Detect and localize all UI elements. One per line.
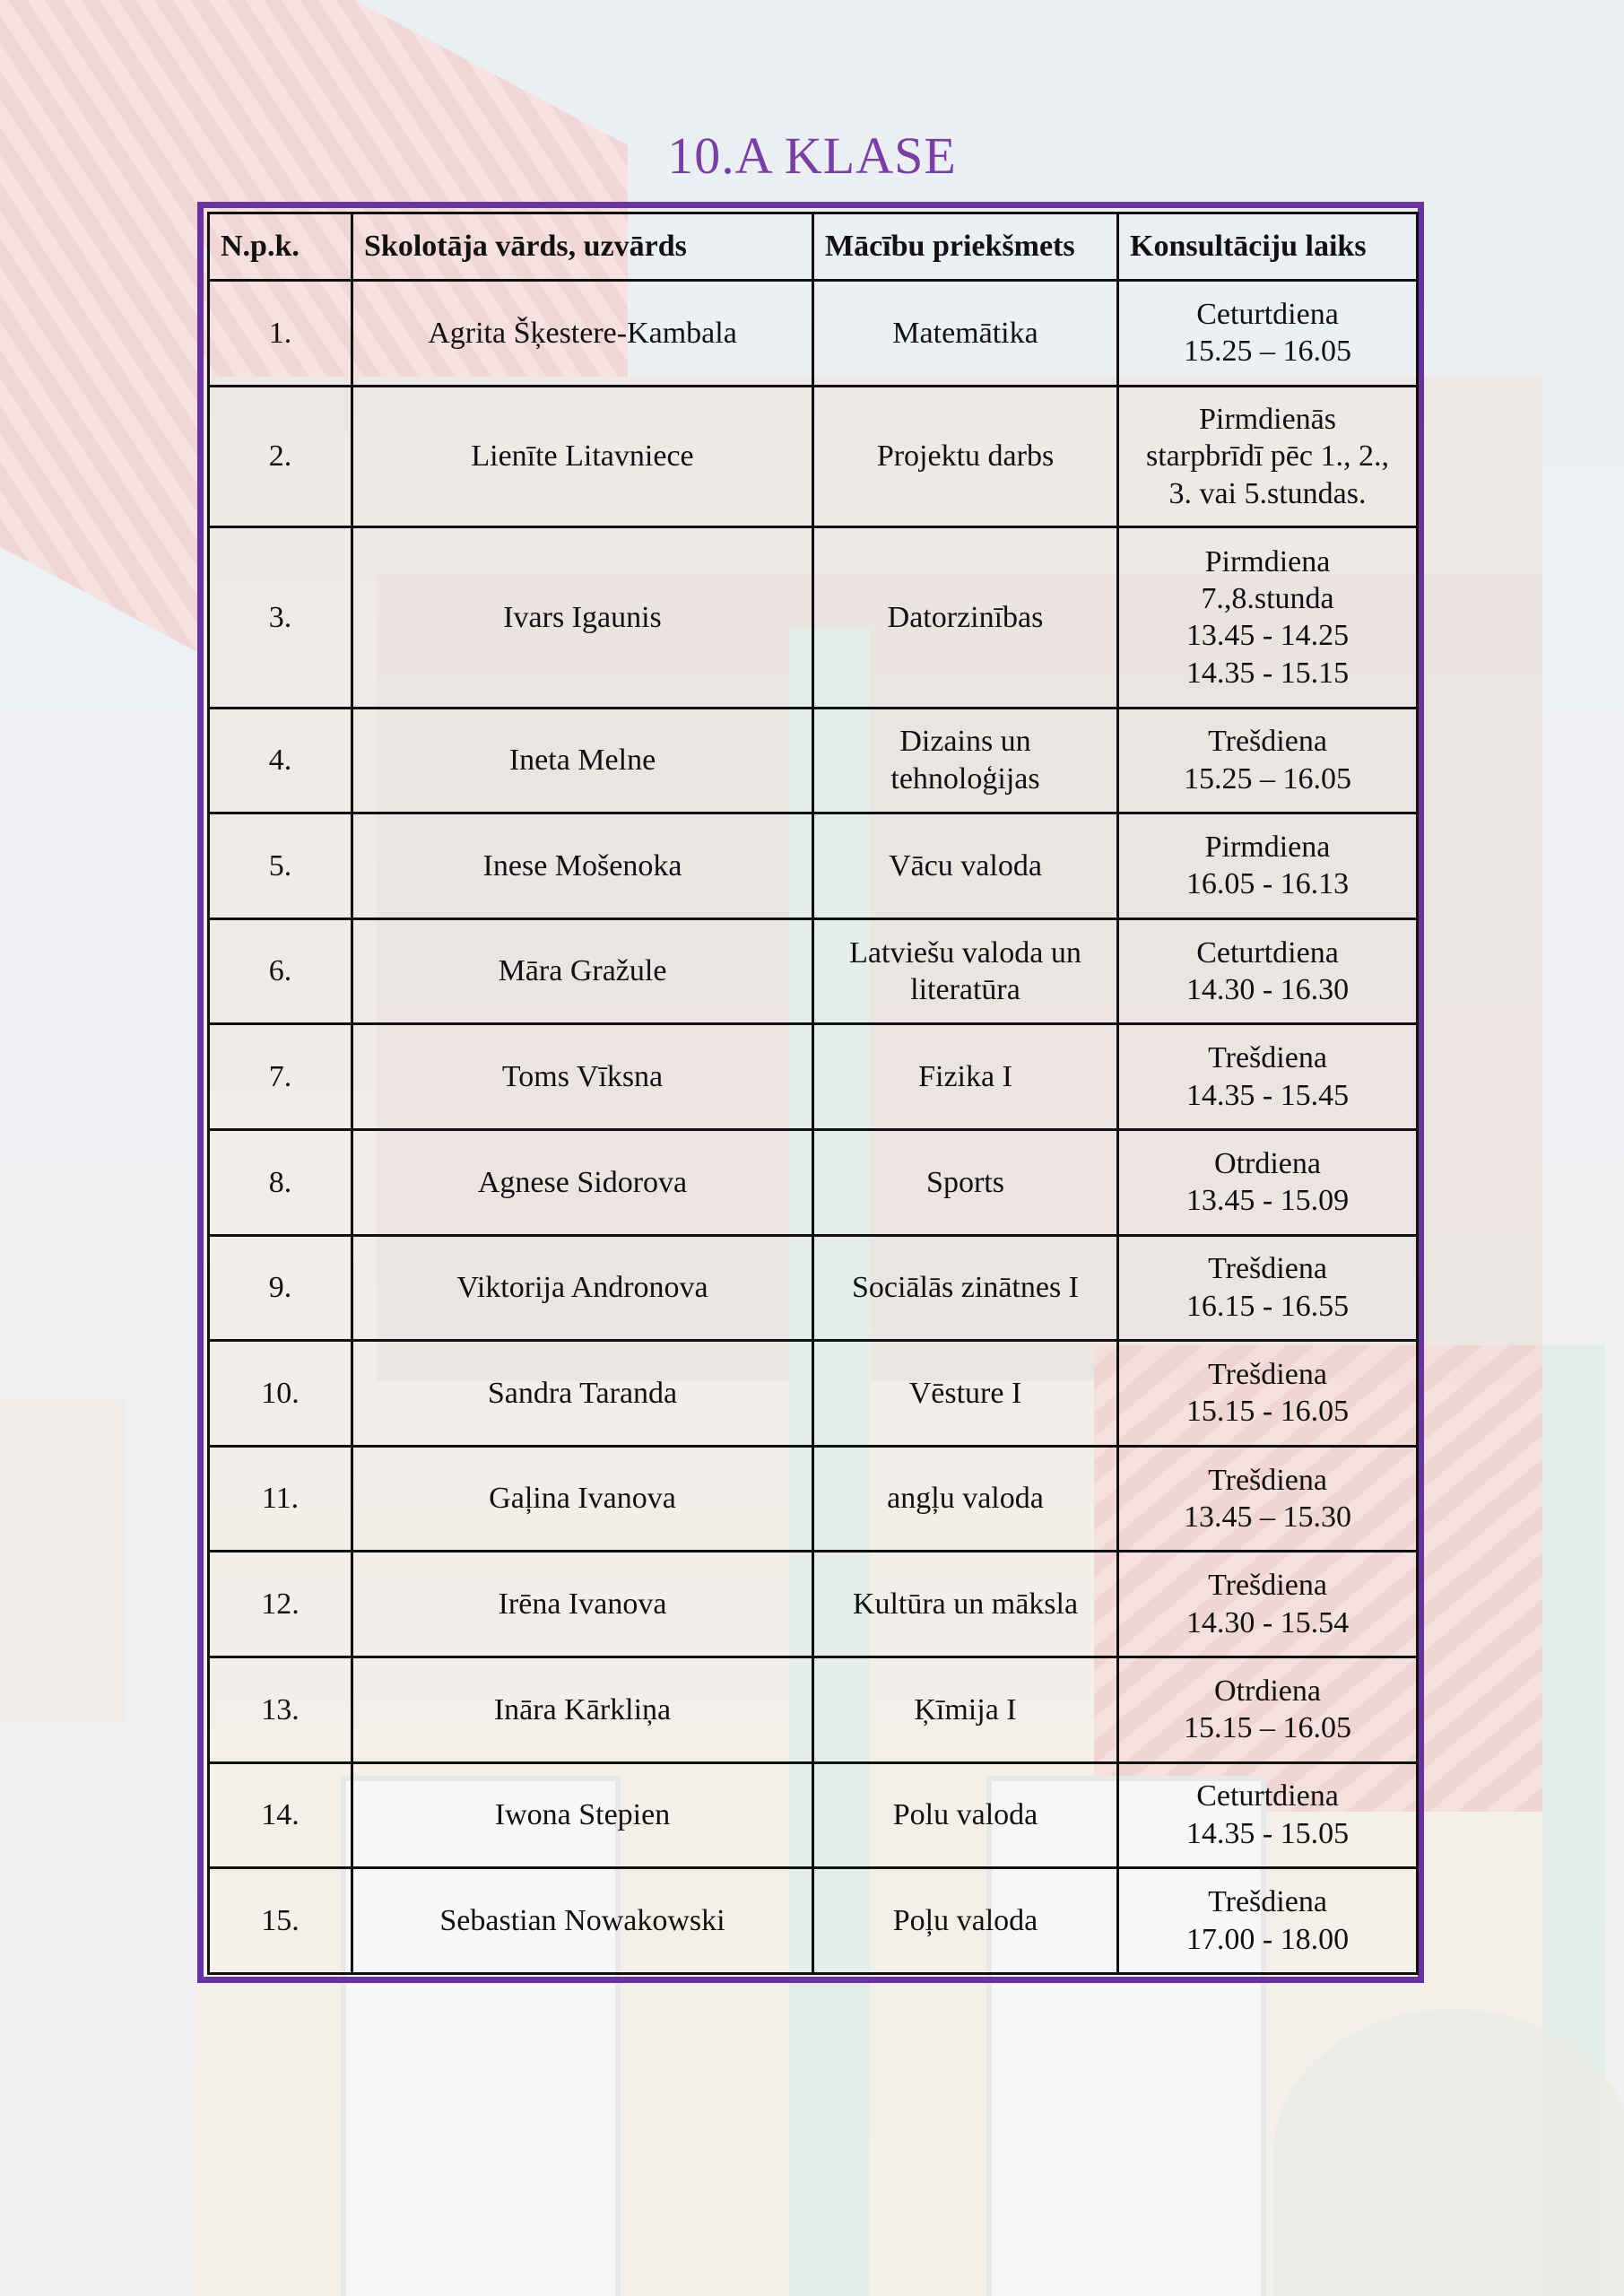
cell-time (1118, 1129, 1418, 1235)
cell-number: 3. (209, 527, 352, 708)
cell-subject (813, 527, 1118, 708)
table-row (209, 813, 1418, 919)
time-line: 16.15 - 16.55 (1185, 1289, 1350, 1323)
cell-number: 7. (209, 1024, 352, 1130)
time-line: Pirmdiena (1204, 830, 1331, 864)
subject-line: Sociālās zinātnes I (851, 1271, 1080, 1305)
time-line: 15.15 – 16.05 (1184, 1711, 1351, 1745)
time-line: Pirmdiena (1204, 544, 1331, 578)
time-line: starpbrīdī pēc 1., 2., (1146, 439, 1389, 474)
cell-number: 8. (209, 1129, 352, 1235)
header-time: Konsultāciju laiks (1118, 213, 1418, 281)
cell-teacher: Inese Mošenoka (352, 813, 813, 919)
cell-teacher: Agrita Šķestere-Kambala (352, 281, 813, 387)
cell-time (1118, 918, 1418, 1024)
subject-line: angļu valoda (887, 1482, 1044, 1516)
cell-subject (813, 1868, 1118, 1974)
table-row (209, 708, 1418, 813)
subject-line: Datorzinības (887, 600, 1044, 634)
cell-subject (813, 1235, 1118, 1341)
cell-teacher: Ineta Melne (352, 708, 813, 813)
cell-time (1118, 1341, 1418, 1447)
time-line: 13.45 – 15.30 (1184, 1500, 1351, 1535)
time-line: 15.25 – 16.05 (1184, 761, 1351, 796)
subject-line: tehnoloģijas (890, 761, 1040, 796)
time-line: Trešdiena (1208, 1569, 1327, 1603)
time-line: 7.,8.stunda (1201, 582, 1334, 615)
time-line: Ceturtdiena (1196, 1779, 1339, 1813)
cell-teacher: Toms Vīksna (352, 1024, 813, 1130)
cell-number: 9. (209, 1235, 352, 1341)
time-line: Trešdiena (1208, 1357, 1327, 1391)
cell-teacher: Gaļina Ivanova (352, 1446, 813, 1552)
cell-number: 1. (209, 281, 352, 387)
cell-subject (813, 1129, 1118, 1235)
time-line: Otrdiena (1214, 1146, 1321, 1180)
cell-time (1118, 281, 1418, 387)
table-row (209, 918, 1418, 1024)
cell-time (1118, 1762, 1418, 1868)
time-line: Trešdiena (1208, 725, 1327, 759)
time-line: 13.45 - 14.25 (1185, 619, 1350, 653)
time-line: 14.35 - 15.45 (1185, 1078, 1350, 1112)
time-line: 14.35 - 15.15 (1185, 656, 1350, 690)
table-header-row (209, 213, 1418, 281)
table-row (209, 1341, 1418, 1447)
cell-subject (813, 1341, 1118, 1447)
cell-time (1118, 1868, 1418, 1974)
cell-time (1118, 527, 1418, 708)
consultation-table (207, 212, 1419, 1975)
time-line: 14.30 - 16.30 (1185, 973, 1350, 1007)
cell-subject (813, 708, 1118, 813)
table-row (209, 1024, 1418, 1130)
subject-line: Kultūra un māksla (852, 1587, 1079, 1621)
subject-line: Latviešu valoda un (849, 935, 1081, 970)
header-teacher: Skolotāja vārds, uzvārds (352, 213, 813, 281)
cell-subject (813, 813, 1118, 919)
cell-time (1118, 708, 1418, 813)
cell-number: 12. (209, 1552, 352, 1657)
cell-number: 10. (209, 1341, 352, 1447)
time-line: Trešdiena (1208, 1041, 1327, 1075)
cell-subject (813, 1552, 1118, 1657)
table-row (209, 386, 1418, 527)
time-line: 15.25 – 16.05 (1184, 335, 1351, 369)
time-line: Otrdiena (1214, 1674, 1321, 1708)
cell-number: 6. (209, 918, 352, 1024)
cell-number: 2. (209, 386, 352, 527)
header-number: N.p.k. (209, 213, 352, 281)
table-row (209, 1552, 1418, 1657)
cell-time (1118, 1235, 1418, 1341)
time-line: Trešdiena (1208, 1885, 1327, 1919)
cell-time (1118, 386, 1418, 527)
cell-subject (813, 386, 1118, 527)
table-row (209, 281, 1418, 387)
table-row (209, 1868, 1418, 1974)
cell-teacher: Ināra Kārkliņa (352, 1657, 813, 1762)
cell-subject (813, 281, 1118, 387)
cell-subject (813, 1024, 1118, 1130)
cell-number: 14. (209, 1762, 352, 1868)
subject-line: Poļu valoda (892, 1903, 1038, 1937)
time-line: Trešdiena (1208, 1252, 1327, 1286)
cell-number: 4. (209, 708, 352, 813)
subject-line: Projektu darbs (876, 439, 1055, 474)
cell-teacher: Ivars Igaunis (352, 527, 813, 708)
subject-line: Ķīmija I (914, 1692, 1017, 1726)
subject-line: Fizika I (918, 1059, 1012, 1093)
cell-number: 15. (209, 1868, 352, 1974)
cell-time (1118, 1446, 1418, 1552)
subject-line: Vēsture I (908, 1376, 1022, 1410)
page-title: 10.A KLASE (667, 126, 957, 185)
cell-teacher: Iwona Stepien (352, 1762, 813, 1868)
time-line: 14.30 - 15.54 (1185, 1605, 1350, 1639)
time-line: Ceturtdiena (1196, 935, 1339, 970)
table-row (209, 1446, 1418, 1552)
cell-teacher: Viktorija Andronova (352, 1235, 813, 1341)
cell-teacher: Māra Gražule (352, 918, 813, 1024)
time-line: Ceturtdiena (1196, 297, 1339, 331)
table-row (209, 1235, 1418, 1341)
subject-line: Vācu valoda (889, 848, 1042, 883)
cell-time (1118, 813, 1418, 919)
subject-line: Polu valoda (892, 1798, 1038, 1832)
cell-teacher: Sandra Taranda (352, 1341, 813, 1447)
subject-line: Matemātika (892, 316, 1038, 350)
table-row (209, 1657, 1418, 1762)
subject-line: literatūra (910, 973, 1020, 1007)
cell-teacher: Irēna Ivanova (352, 1552, 813, 1657)
cell-subject (813, 1446, 1118, 1552)
cell-subject (813, 918, 1118, 1024)
cell-time (1118, 1657, 1418, 1762)
cell-teacher: Lienīte Litavniece (352, 386, 813, 527)
cell-number: 11. (209, 1446, 352, 1552)
time-line: Trešdiena (1208, 1463, 1327, 1497)
time-line: 13.45 - 15.09 (1185, 1184, 1350, 1218)
cell-number: 13. (209, 1657, 352, 1762)
cell-teacher: Sebastian Nowakowski (352, 1868, 813, 1974)
cell-time (1118, 1552, 1418, 1657)
time-line: 17.00 - 18.00 (1185, 1922, 1350, 1956)
time-line: 15.15 - 16.05 (1185, 1395, 1350, 1429)
table-row (209, 1762, 1418, 1868)
cell-teacher: Agnese Sidorova (352, 1129, 813, 1235)
table-row (209, 1129, 1418, 1235)
time-line: 16.05 - 16.13 (1185, 867, 1350, 901)
time-line: 14.35 - 15.05 (1185, 1816, 1350, 1850)
cell-time (1118, 1024, 1418, 1130)
subject-line: Dizains un (899, 725, 1031, 759)
header-subject: Mācību priekšmets (813, 213, 1118, 281)
time-line: Pirmdienās (1199, 402, 1336, 436)
cell-subject (813, 1762, 1118, 1868)
table-row (209, 527, 1418, 708)
cell-subject (813, 1657, 1118, 1762)
subject-line: Sports (926, 1165, 1004, 1199)
cell-number: 5. (209, 813, 352, 919)
time-line: 3. vai 5.stundas. (1168, 476, 1367, 510)
